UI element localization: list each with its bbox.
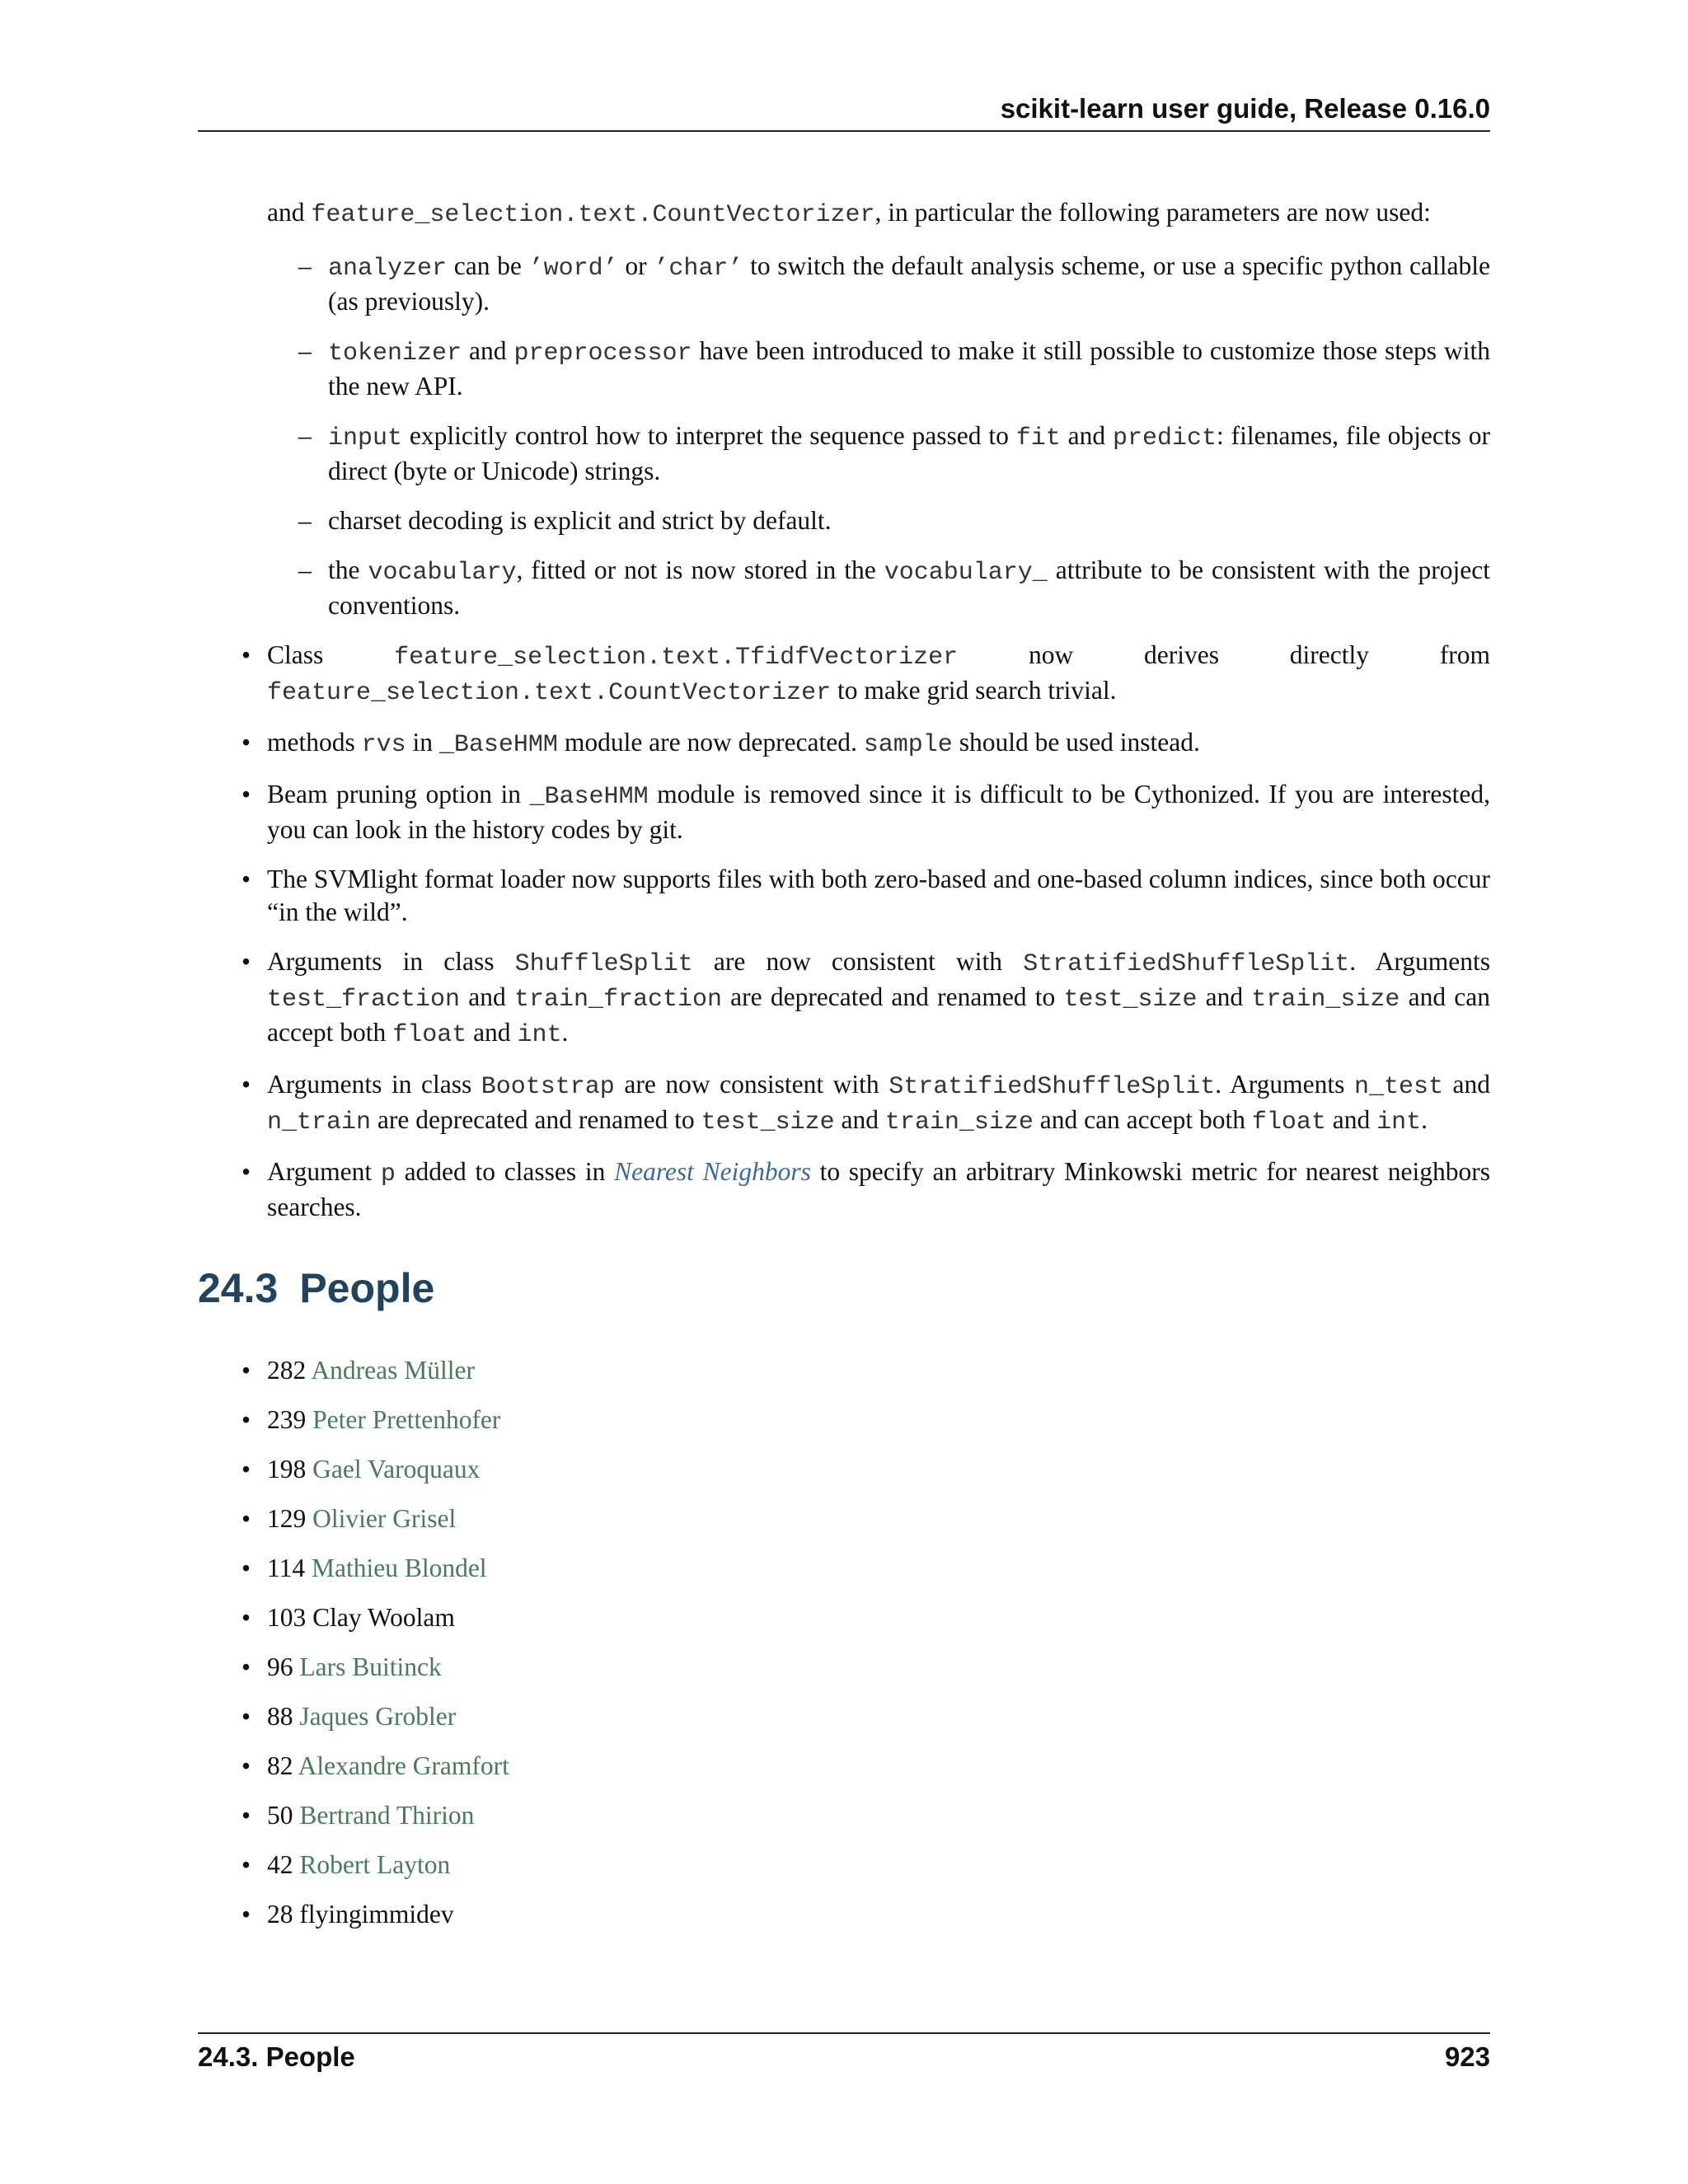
item-text: the vocabulary, fitted or not is now stored in the vocabulary_ attribute to be consistent with the project conventions. [328, 555, 1490, 620]
item-text: tokenizer and preprocessor have been introduced to make it still possible to customize those steps with the new API. [328, 336, 1490, 401]
inline-code: vocabulary [368, 559, 517, 587]
header-rule [198, 130, 1490, 132]
intro-paragraph [267, 196, 1490, 232]
section-number: 24.3 [198, 1265, 279, 1311]
bullet-marker: • [241, 1603, 251, 1632]
inline-code: tokenizer [328, 340, 462, 368]
inline-code: feature_selection.text.CountVectorizer [267, 679, 832, 707]
inline-code: feature_selection.text.CountVectorizer [311, 201, 875, 229]
section-heading [198, 1263, 1490, 1313]
inline-code: rvs [361, 731, 406, 759]
inline-code: StratifiedShuffleSplit [1023, 950, 1350, 978]
inline-code: train_size [884, 1108, 1034, 1137]
bullet-marker: • [241, 1070, 251, 1099]
commit-count: 42 [267, 1850, 293, 1879]
list-item-analyzer [298, 250, 1490, 318]
item-text-continued: feature_selection.text.CountVectorizer to make grid search trivial. [267, 676, 1117, 707]
inline-code: ShuffleSplit [514, 950, 693, 978]
item-text: analyzer can be ’word’ or ’char’ to switch the default analysis scheme, or use a specific python callable (as previously). [328, 251, 1490, 316]
inline-code: float [1251, 1108, 1326, 1137]
inline-code: float [392, 1021, 467, 1049]
inline-code: n_train [267, 1108, 372, 1137]
inline-code: preprocessor [513, 340, 692, 368]
person-item [241, 1898, 1490, 1947]
commit-count: 198 [267, 1455, 307, 1483]
list-item-bootstrap [241, 1068, 1490, 1139]
list-item-minkowski [241, 1155, 1490, 1224]
bullet-marker: • [241, 1455, 251, 1483]
person-link[interactable]: Gael Varoquaux [312, 1455, 481, 1483]
bullet-marker: • [241, 1157, 251, 1186]
bullet-marker: • [241, 1900, 251, 1929]
bullet-marker: • [241, 780, 251, 808]
person-link[interactable]: Olivier Grisel [312, 1504, 457, 1533]
commit-count: 96 [267, 1652, 293, 1681]
commit-count: 129 [267, 1504, 307, 1533]
main-content [198, 196, 1490, 1947]
bullet-marker: • [241, 1702, 251, 1731]
list-item-tokenizer [298, 335, 1490, 403]
commit-count: 239 [267, 1405, 307, 1434]
item-text: Arguments in class ShuffleSplit are now consistent with StratifiedShuffleSplit. Arguments test_fraction and train_fraction are deprecated and renamed to test_size and train_size and can accept both float and int. [267, 947, 1490, 1049]
page-number: 923 [1444, 2041, 1490, 2072]
person-link[interactable]: Mathieu Blondel [311, 1554, 487, 1582]
person-link[interactable]: Robert Layton [299, 1850, 451, 1879]
nearest-neighbors-link[interactable]: Nearest Neighbors [614, 1157, 811, 1186]
inline-code: train_fraction [513, 986, 722, 1014]
inline-code: ’word’ [528, 255, 618, 283]
intro-text: , in particular the following parameters are now used: [874, 198, 1431, 227]
commit-count: 282 [267, 1356, 307, 1385]
item-text: Class feature_selection.text.TfidfVectorizer now derives directly from [267, 640, 1491, 672]
person-item [241, 1700, 1490, 1750]
item-text: Argument p added to classes in Nearest Neighbors to specify an arbitrary Minkowski metric for nearest neighbors searches. [267, 1157, 1490, 1221]
person-link[interactable]: Lars Buitinck [299, 1652, 442, 1681]
bullet-marker: • [241, 947, 251, 976]
commit-count: 82 [267, 1751, 293, 1780]
changes-list [198, 639, 1490, 1224]
person-item [241, 1601, 1490, 1651]
footer-rule [198, 2032, 1490, 2034]
parameter-list [198, 250, 1490, 622]
list-item-svmlight [241, 863, 1490, 929]
bullet-marker: • [241, 728, 251, 757]
inline-code: test_size [701, 1108, 835, 1137]
person-name: Clay Woolam [312, 1603, 455, 1632]
bullet-marker: • [241, 1751, 251, 1780]
item-text: The SVMlight format loader now supports files with both zero-based and one-based column indices, since both occur “in the wild”. [267, 865, 1490, 926]
commit-count: 28 [267, 1900, 293, 1929]
dash-marker: – [298, 336, 312, 365]
bullet-marker: • [241, 865, 251, 893]
bullet-marker: • [241, 1652, 251, 1681]
bullet-marker: • [241, 1356, 251, 1385]
people-list [198, 1354, 1490, 1947]
item-text: Arguments in class Bootstrap are now consistent with StratifiedShuffleSplit. Arguments n_test and n_train are deprecated and renamed to test_size and train_size and can accept both float and int. [267, 1070, 1490, 1137]
footer-section: 24.3. People [198, 2041, 355, 2072]
bullet-marker: • [241, 1405, 251, 1434]
commit-count: 88 [267, 1702, 293, 1731]
inline-code: input [328, 424, 403, 452]
inline-code: n_test [1353, 1073, 1443, 1101]
list-item-vocabulary [298, 554, 1490, 622]
inline-code: train_size [1251, 986, 1400, 1014]
person-link[interactable]: Peter Prettenhofer [312, 1405, 501, 1434]
inline-code: predict [1112, 424, 1217, 452]
commit-count: 114 [267, 1554, 306, 1582]
inline-code: _BaseHMM [529, 783, 649, 811]
running-header: scikit-learn user guide, Release 0.16.0 [1000, 93, 1490, 124]
bullet-marker: • [241, 1554, 251, 1582]
inline-code: int [517, 1021, 562, 1049]
person-item [241, 1849, 1490, 1898]
item-text: Beam pruning option in _BaseHMM module is removed since it is difficult to be Cythonized. If you are interested, you can look in the history codes by git. [267, 780, 1490, 844]
person-item [241, 1552, 1490, 1601]
person-link[interactable]: Andreas Müller [311, 1356, 475, 1385]
person-item [241, 1453, 1490, 1502]
dash-marker: – [298, 506, 312, 535]
dash-marker: – [298, 421, 312, 450]
inline-code: test_size [1063, 986, 1198, 1014]
inline-code: _BaseHMM [438, 731, 558, 759]
list-item-rvs [241, 726, 1490, 762]
list-item-input [298, 419, 1491, 488]
inline-code: analyzer [328, 255, 448, 283]
bullet-marker: • [241, 1850, 251, 1879]
person-item [241, 1354, 1490, 1404]
inline-code: int [1376, 1108, 1422, 1137]
bullet-marker: • [241, 1504, 251, 1533]
person-link[interactable]: Jaques Grobler [299, 1702, 457, 1731]
person-item [241, 1404, 1490, 1453]
person-item [241, 1502, 1490, 1552]
inline-code: test_fraction [267, 986, 461, 1014]
item-text: methods rvs in _BaseHMM module are now deprecated. sample should be used instead. [267, 728, 1200, 759]
inline-code: Bootstrap [481, 1073, 615, 1101]
person-item [241, 1750, 1490, 1799]
dash-marker: – [298, 251, 312, 280]
commit-count: 50 [267, 1801, 293, 1830]
inline-code: sample [863, 731, 953, 759]
list-item-shufflesplit [241, 945, 1490, 1052]
bullet-marker: • [241, 640, 251, 669]
item-text: input explicitly control how to interpret the sequence passed to fit and predict: filenames, file objects or direct (byte or Unicode) strings. [328, 421, 1491, 485]
bullet-marker: • [241, 1801, 251, 1830]
list-item-beam [241, 778, 1490, 846]
person-name: flyingimmidev [299, 1900, 454, 1929]
inline-code: StratifiedShuffleSplit [889, 1073, 1216, 1101]
inline-code: p [380, 1160, 396, 1188]
person-item [241, 1799, 1490, 1849]
commit-count: 103 [267, 1603, 307, 1632]
person-link[interactable]: Alexandre Gramfort [298, 1751, 509, 1780]
inline-code: feature_selection.text.TfidfVectorizer [394, 644, 959, 672]
running-footer [198, 2041, 1490, 2074]
list-item-tfidf [241, 639, 1491, 710]
intro-text: and [267, 198, 305, 227]
inline-code: vocabulary_ [884, 559, 1048, 587]
section-title: People [299, 1265, 435, 1311]
list-item-charset [298, 504, 1490, 537]
person-item [241, 1651, 1490, 1700]
inline-code: fit [1015, 424, 1061, 452]
person-link[interactable]: Bertrand Thirion [299, 1801, 475, 1830]
inline-code: ’char’ [654, 255, 743, 283]
item-text: charset decoding is explicit and strict by default. [328, 506, 832, 535]
dash-marker: – [298, 555, 312, 584]
